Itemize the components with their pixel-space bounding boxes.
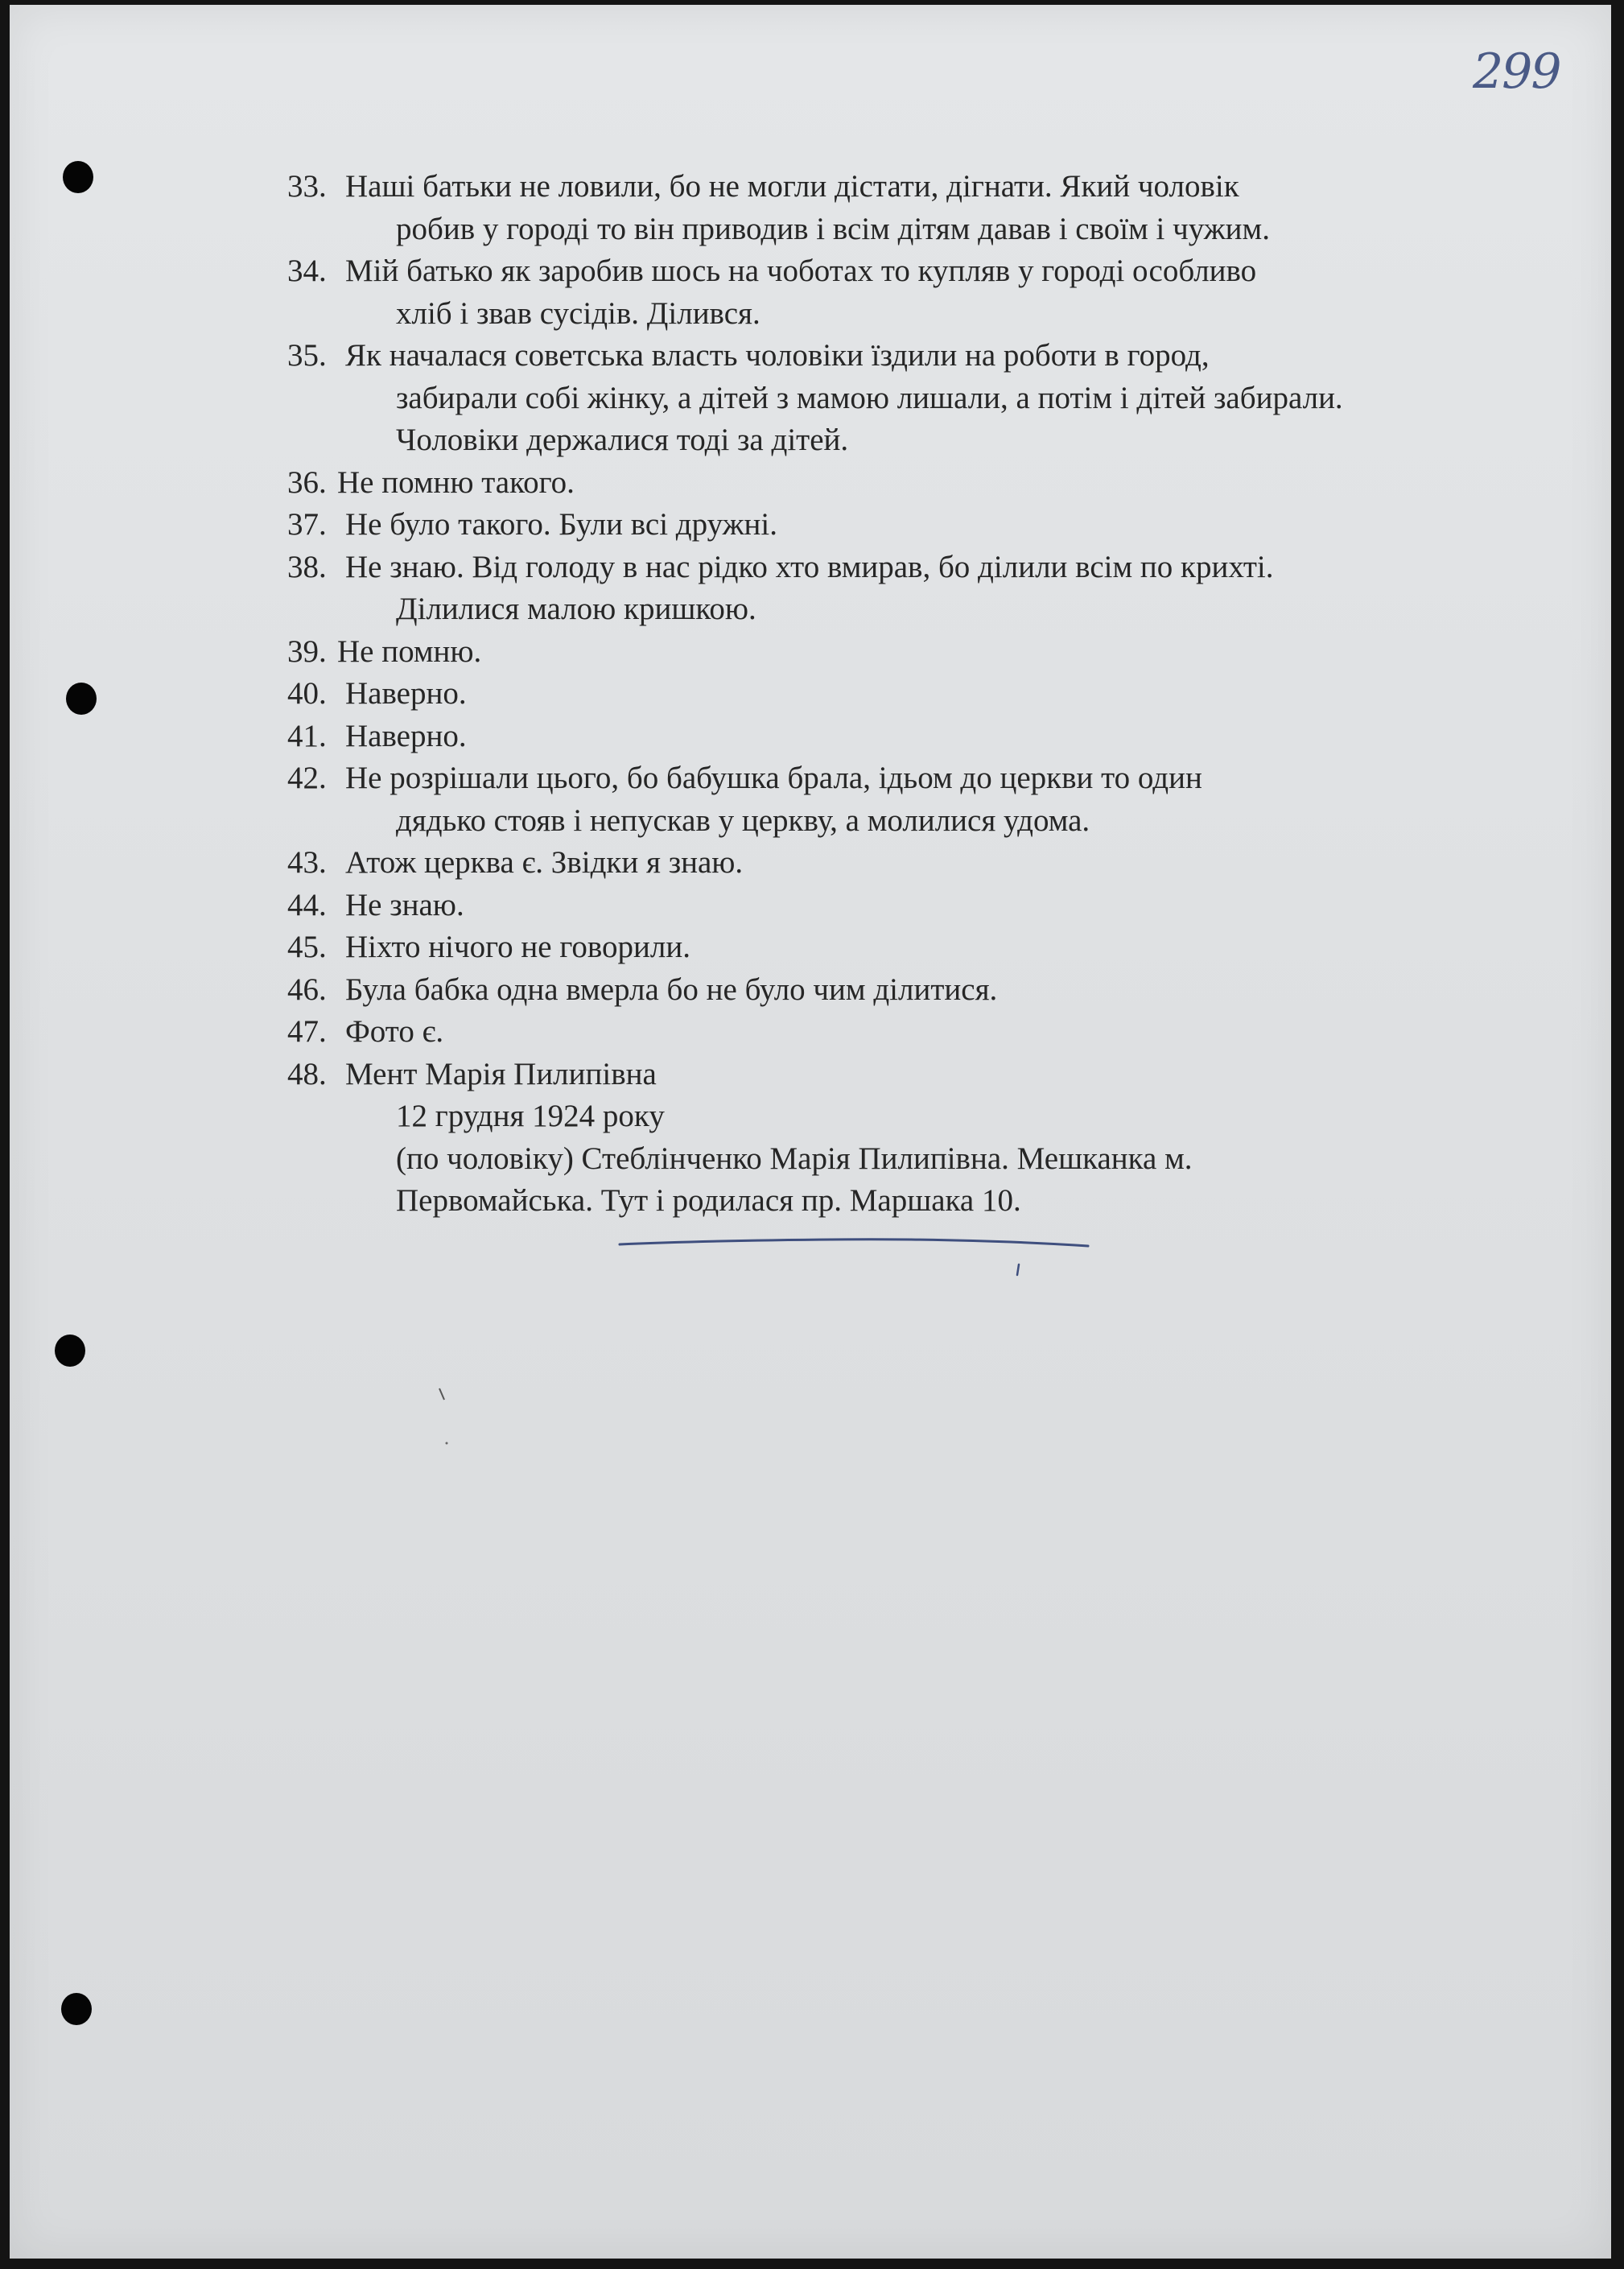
answer-number: 35. <box>287 338 327 373</box>
answer-number: 43. <box>287 845 327 880</box>
answer-line: забирали собі жінку, а дітей з мамою лишали, а потім і дітей забирали. <box>396 380 1343 415</box>
answer-number: 39. <box>287 633 327 669</box>
answer-line: Атож церква є. Звідки я знаю. <box>345 845 744 880</box>
handwritten-page-number: 299 <box>1473 43 1560 100</box>
answer-line: Первомайська. Тут і родилася пр. Маршака 10. <box>396 1183 1021 1218</box>
answer-line: Мент Марія Пилипівна <box>345 1056 657 1091</box>
stray-pen-marks <box>436 1385 460 1450</box>
answer-line: Ніхто нічого не говорили. <box>345 930 690 964</box>
answer-number: 40. <box>287 676 327 711</box>
answer-line: робив у городі то він приводив і всім дітям давав і своїм і чужим. <box>396 211 1270 246</box>
answer-number: 38. <box>287 549 327 584</box>
answer-line: хліб і звав сусідів. Ділився. <box>396 295 760 331</box>
answer-number: 37. <box>287 507 327 542</box>
answer-number: 42. <box>287 761 327 795</box>
answer-line: Не помню такого. <box>337 464 575 500</box>
answer-line: Не було такого. Були всі дружні. <box>345 507 777 542</box>
answer-line: дядько стояв і непускав у церкву, а молилися удома. <box>396 802 1090 838</box>
answer-line: Наверно. <box>345 676 467 711</box>
answer-line: Не знаю. Від голоду в нас рідко хто вмирав, бо ділили всім по крихті. <box>345 549 1274 584</box>
answer-number: 44. <box>287 887 327 922</box>
answer-line: Була бабка одна вмерла бо не було чим ділитися. <box>345 972 998 1007</box>
answer-line: Не помню. <box>337 633 482 669</box>
answer-line: Як началася советська власть чоловіки їздили на роботи в город, <box>345 338 1210 373</box>
answer-line: 12 грудня 1924 року <box>396 1099 665 1133</box>
answer-number: 41. <box>287 718 327 753</box>
answer-number: 47. <box>287 1014 327 1049</box>
signature-underline <box>10 5 1611 2259</box>
answer-line: Наші батьки не ловили, бо не могли дістати, дігнати. Який чоловік <box>345 169 1239 204</box>
answer-number: 46. <box>287 972 327 1007</box>
answer-line: Не знаю. <box>345 887 464 922</box>
answer-line: Мій батько як заробив шось на чоботах то купляв у городі особливо <box>345 254 1257 288</box>
answer-line: Ділилися малою кришкою. <box>396 592 756 626</box>
answer-number: 33. <box>287 169 327 204</box>
answer-number: 45. <box>287 930 327 964</box>
answer-line: Фото є. <box>345 1014 444 1049</box>
answer-number: 36. <box>287 464 327 500</box>
paper-sheet <box>10 5 1611 2259</box>
answer-line: Наверно. <box>345 718 467 753</box>
answer-line: (по чоловіку) Стеблінченко Марія Пилипівна. Мешканка м. <box>396 1141 1193 1176</box>
answer-line: Не розрішали цього, бо бабушка брала, ідьом до церкви то один <box>345 761 1202 795</box>
answer-number: 34. <box>287 254 327 288</box>
answer-line: Чоловіки держалися тоді за дітей. <box>396 423 849 457</box>
answer-number: 48. <box>287 1056 327 1091</box>
